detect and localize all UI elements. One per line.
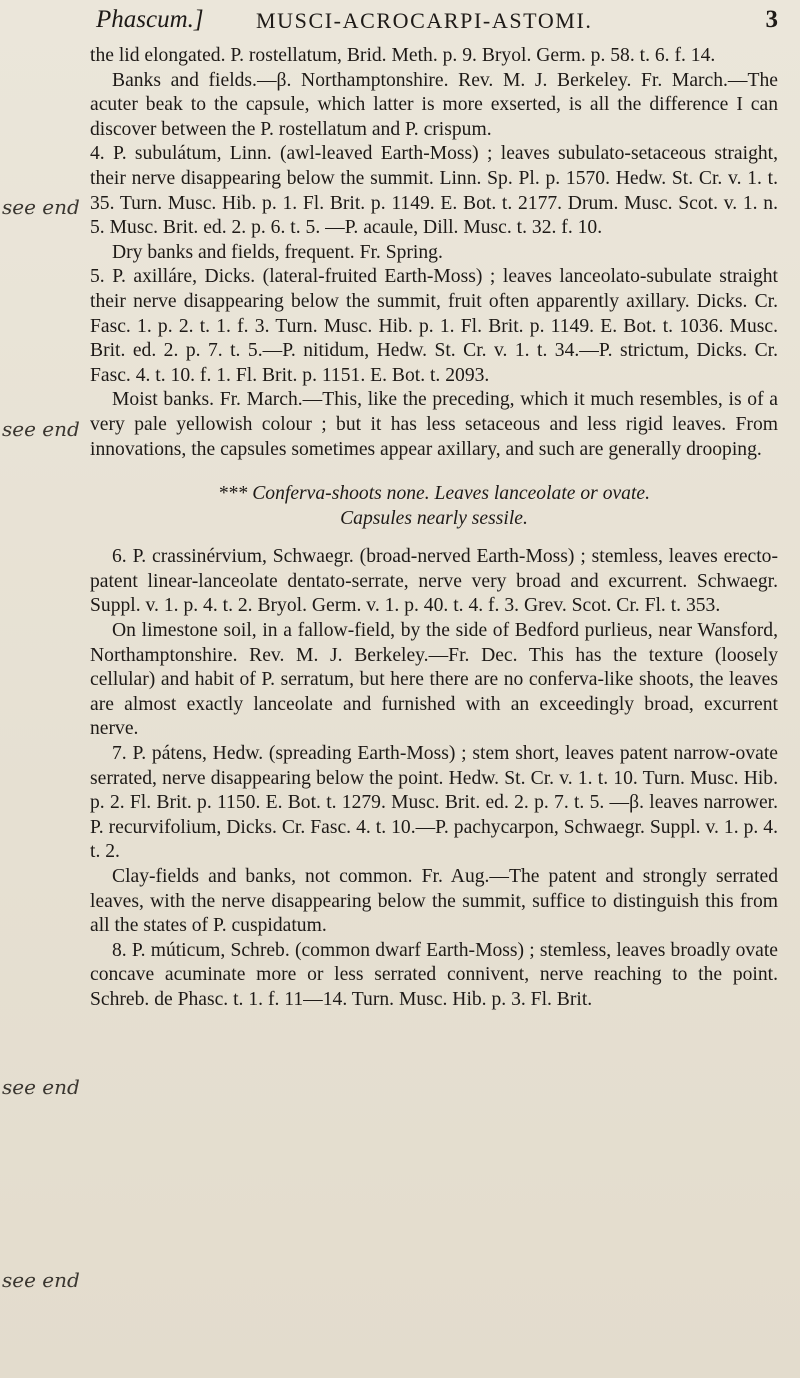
margin-note-sp8: see end [2, 1268, 80, 1292]
species-7-entry: 7. P. pátens, Hedw. (spreading Earth-Moss) ; stem short, leaves patent narrow-ovate serrated, nerve disappearing below the point. Hedw. St. Cr. v. 1. t. 10. Turn. Musc. Hib. p. 2. Fl. Brit. p. 1150. E. Bot. t. 1279. Musc. Brit. ed. 2. p. 7. t. 5. —β. leaves narrower. P. recurvifolium, Dicks. Cr. Fasc. 4. t. 10.—P. pachycarpon, Schwaegr. Suppl. v. 1. p. 4. t. 2. [90, 743, 778, 863]
header-section-title: MUSCI-ACROCARPI-ASTOMI. [256, 8, 593, 33]
species-6-entry: 6. P. crassinérvium, Schwaegr. (broad-nerved Earth-Moss) ; stemless, leaves erecto-patent linear-lanceolate dentato-serrate, nerve very broad and excurrent. Schwaegr. Suppl. v. 1. p. 4. t. 2. Bryol. Germ. v. 1. p. 40. t. 4. f. 3. Grev. Scot. Cr. Fl. t. 353. [90, 546, 778, 617]
running-header [96, 6, 778, 40]
species-7-habitat: Clay-fields and banks, not common. Fr. Aug.—The patent and strongly serrated leaves, with the nerve disappearing below the summit, suffice to distinguish this from all the states of P. cuspidatum. [90, 866, 778, 937]
species-6-habitat: On limestone soil, in a fallow-field, by the side of Bedford purlieus, near Wansford, Northamptonshire. Rev. M. J. Berkeley.—Fr. Dec. This has the texture (loosely cellular) and habit of P. serratum, but here there are no conferva-like shoots, the leaves are almost exactly lanceolate and furnished with an exceedingly broad, excurrent nerve. [90, 620, 778, 740]
species-8-entry: 8. P. múticum, Schreb. (common dwarf Earth-Moss) ; stemless, leaves broadly ovate concave acuminate more or less serrated connivent, nerve reaching to the point. Schreb. de Phasc. t. 1. f. 11—14. Turn. Musc. Hib. p. 3. Fl. Brit. [90, 939, 778, 1010]
header-genus: Phascum.] [96, 6, 204, 33]
species-5-entry: 5. P. axilláre, Dicks. (lateral-fruited Earth-Moss) ; leaves lanceolato-subulate straight their nerve disappearing below the summit, fruit often apparently axillary. Dicks. Cr. Fasc. 1. p. 2. t. 1. f. 3. Turn. Musc. Hib. p. 1. Fl. Brit. p. 1149. E. Bot. t. 1036. Musc. Brit. ed. 2. p. 7. t. 5.—P. nitidum, Hedw. St. Cr. v. 1. t. 34.—P. strictum, Dicks. Cr. Fasc. 4. t. 10. f. 1. Fl. Brit. p. 1151. E. Bot. t. 2093. [90, 266, 778, 386]
group-heading-line1: *** Conferva-shoots none. Leaves lanceolate or ovate. [217, 483, 651, 505]
paragraph-intro: the lid elongated. P. rostellatum, Brid. Meth. p. 9. Bryol. Germ. p. 58. t. 6. f. 14. [90, 45, 716, 66]
group-heading-line2: Capsules nearly sessile. [340, 507, 528, 529]
margin-note-sp4: see end [2, 195, 80, 219]
paragraph-banks: Banks and fields.—β. Northamptonshire. Rev. M. J. Berkeley. Fr. March.—The acuter beak to the capsule, which latter is more exserted, is all the difference I can discover between the P. rostellatum and P. crispum. [90, 69, 778, 140]
margin-note-sp7: see end [2, 1075, 80, 1099]
page-number: 3 [765, 6, 778, 33]
species-5-habitat: Moist banks. Fr. March.—This, like the preceding, which it much resembles, is of a very pale yellowish colour ; but it has less setaceous and less rigid leaves. From innovations, the capsules sometimes appear axillary, and such are generally drooping. [90, 389, 778, 460]
species-4-entry: 4. P. subulátum, Linn. (awl-leaved Earth-Moss) ; leaves subulato-setaceous straight, their nerve disappearing below the summit. Linn. Sp. Pl. p. 1570. Hedw. St. Cr. v. 1. t. 35. Turn. Musc. Hib. p. 1. Fl. Brit. p. 1149. E. Bot. t. 2177. Drum. Musc. Scot. v. 1. n. 5. Musc. Brit. ed. 2. p. 6. t. 5. —P. acaule, Dill. Musc. t. 32. f. 10. [90, 143, 778, 239]
species-4-habitat: Dry banks and fields, frequent. Fr. Spring. [112, 241, 443, 263]
page-body [90, 44, 778, 1013]
margin-note-sp5: see end [2, 417, 80, 441]
